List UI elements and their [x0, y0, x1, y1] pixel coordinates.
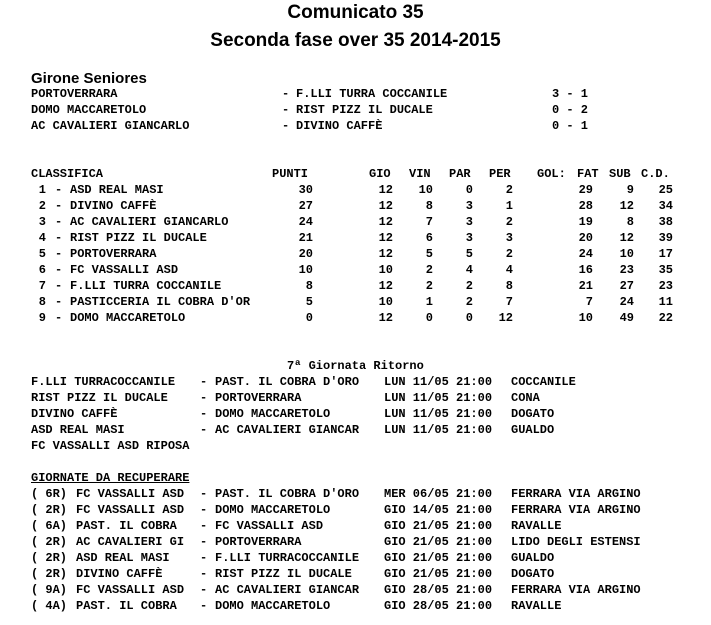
standing-cd: 23 — [658, 279, 673, 293]
fixture-away-team: AC CAVALIERI GIANCAR — [215, 423, 360, 437]
fixture-datetime: LUN 11/05 21:00 — [384, 375, 493, 389]
standing-sub: 12 — [619, 199, 634, 213]
recupero-home-team: PAST. IL COBRA — [76, 599, 177, 613]
standing-position: 7 — [38, 279, 46, 293]
standing-vin: 6 — [425, 231, 433, 245]
standing-position: 2 — [38, 199, 46, 213]
recupero-datetime: GIO 14/05 21:00 — [384, 503, 493, 517]
standing-sub: 8 — [626, 215, 634, 229]
recupero-separator: - — [200, 599, 208, 613]
standing-separator: - — [55, 199, 63, 213]
standing-punti: 8 — [305, 279, 313, 293]
standing-punti: 5 — [305, 295, 313, 309]
header-sub: SUB — [609, 167, 631, 181]
result-away-team: F.LLI TURRA COCCANILE — [296, 87, 448, 101]
header-par: PAR — [449, 167, 471, 181]
standing-separator: - — [55, 263, 63, 277]
standing-position: 3 — [38, 215, 46, 229]
recupero-venue: RAVALLE — [511, 519, 562, 533]
recupero-away-team: DOMO MACCARETOLO — [215, 503, 331, 517]
result-separator: - — [282, 119, 290, 133]
standing-fat: 29 — [578, 183, 593, 197]
standing-team: PORTOVERRARA — [70, 247, 157, 261]
fixture-separator: - — [200, 375, 208, 389]
standing-position: 8 — [38, 295, 46, 309]
recupero-away-team: RIST PIZZ IL DUCALE — [215, 567, 352, 581]
result-score: 0 - 1 — [552, 119, 589, 133]
standing-par: 3 — [465, 199, 473, 213]
recupero-datetime: GIO 28/05 21:00 — [384, 599, 493, 613]
standing-sub: 49 — [619, 311, 634, 325]
recupero-datetime: MER 06/05 21:00 — [384, 487, 493, 501]
recupero-home-team: DIVINO CAFFÈ — [76, 567, 163, 581]
recupero-away-team: PAST. IL COBRA D'ORO — [215, 487, 360, 501]
fixture-venue: CONA — [511, 391, 540, 405]
recupero-separator: - — [200, 535, 208, 549]
document-title: Comunicato 35 — [287, 2, 424, 23]
result-score: 3 - 1 — [552, 87, 589, 101]
standing-gio: 12 — [378, 183, 393, 197]
recupero-venue: FERRARA VIA ARGINO — [511, 583, 641, 597]
standing-position: 6 — [38, 263, 46, 277]
standing-vin: 8 — [425, 199, 433, 213]
recupero-separator: - — [200, 551, 208, 565]
fixture-separator: - — [200, 423, 208, 437]
recupero-home-team: PAST. IL COBRA — [76, 519, 177, 533]
standing-team: PASTICCERIA IL COBRA D'OR — [70, 295, 251, 309]
fixture-separator: - — [200, 391, 208, 405]
standing-team: RIST PIZZ IL DUCALE — [70, 231, 207, 245]
standing-vin: 7 — [425, 215, 433, 229]
standing-par: 3 — [465, 215, 473, 229]
standing-per: 1 — [505, 199, 513, 213]
header-cd: C.D. — [641, 167, 670, 181]
standing-par: 4 — [465, 263, 473, 277]
standing-par: 3 — [465, 231, 473, 245]
recupero-separator: - — [200, 503, 208, 517]
standing-vin: 2 — [425, 263, 433, 277]
fixture-home-team: F.LLI TURRACOCCANILE — [31, 375, 176, 389]
recupero-round: ( 2R) — [31, 567, 68, 581]
standing-position: 4 — [38, 231, 46, 245]
recupero-home-team: AC CAVALIERI GI — [76, 535, 185, 549]
recupero-away-team: F.LLI TURRACOCCANILE — [215, 551, 360, 565]
standing-punti: 20 — [298, 247, 313, 261]
standing-punti: 10 — [298, 263, 313, 277]
standing-separator: - — [55, 215, 63, 229]
standing-fat: 20 — [578, 231, 593, 245]
recupero-venue: GUALDO — [511, 551, 555, 565]
standing-position: 9 — [38, 311, 46, 325]
recupero-home-team: FC VASSALLI ASD — [76, 583, 185, 597]
recupero-home-team: ASD REAL MASI — [76, 551, 170, 565]
fixture-venue: GUALDO — [511, 423, 555, 437]
standing-separator: - — [55, 311, 63, 325]
standing-per: 3 — [505, 231, 513, 245]
standing-fat: 19 — [578, 215, 593, 229]
recupero-away-team: PORTOVERRARA — [215, 535, 302, 549]
standing-gio: 12 — [378, 247, 393, 261]
header-gio: GIO — [369, 167, 391, 181]
standing-vin: 1 — [425, 295, 433, 309]
recupero-round: ( 4A) — [31, 599, 68, 613]
standing-position: 5 — [38, 247, 46, 261]
riposa-line: FC VASSALLI ASD RIPOSA — [31, 439, 190, 453]
standing-gio: 12 — [378, 199, 393, 213]
standing-gio: 12 — [378, 215, 393, 229]
standing-team: FC VASSALLI ASD — [70, 263, 179, 277]
standing-separator: - — [55, 231, 63, 245]
standing-cd: 22 — [658, 311, 673, 325]
recupero-round: ( 9A) — [31, 583, 68, 597]
standing-team: AC CAVALIERI GIANCARLO — [70, 215, 229, 229]
result-score: 0 - 2 — [552, 103, 589, 117]
result-away-team: RIST PIZZ IL DUCALE — [296, 103, 433, 117]
girone-heading: Girone Seniores — [31, 70, 147, 87]
standing-sub: 24 — [619, 295, 634, 309]
standing-cd: 34 — [658, 199, 673, 213]
standing-sub: 9 — [626, 183, 634, 197]
standing-cd: 35 — [658, 263, 673, 277]
recupero-away-team: AC CAVALIERI GIANCAR — [215, 583, 360, 597]
standing-per: 4 — [505, 263, 513, 277]
standing-vin: 2 — [425, 279, 433, 293]
standing-fat: 24 — [578, 247, 593, 261]
header-per: PER — [489, 167, 511, 181]
recupero-round: ( 2R) — [31, 551, 68, 565]
result-home-team: PORTOVERRARA — [31, 87, 118, 101]
recupero-separator: - — [200, 583, 208, 597]
recupero-away-team: FC VASSALLI ASD — [215, 519, 324, 533]
standing-team: F.LLI TURRA COCCANILE — [70, 279, 222, 293]
fixture-datetime: LUN 11/05 21:00 — [384, 423, 493, 437]
standing-punti: 0 — [305, 311, 313, 325]
standing-per: 2 — [505, 183, 513, 197]
recuperi-title: GIORNATE DA RECUPERARE — [31, 471, 190, 485]
header-vin: VIN — [409, 167, 431, 181]
recupero-datetime: GIO 21/05 21:00 — [384, 535, 493, 549]
standing-separator: - — [55, 247, 63, 261]
recupero-datetime: GIO 21/05 21:00 — [384, 567, 493, 581]
recupero-datetime: GIO 21/05 21:00 — [384, 551, 493, 565]
standing-gio: 12 — [378, 279, 393, 293]
result-home-team: DOMO MACCARETOLO — [31, 103, 147, 117]
standing-sub: 27 — [619, 279, 634, 293]
fixture-datetime: LUN 11/05 21:00 — [384, 407, 493, 421]
standing-sub: 23 — [619, 263, 634, 277]
recupero-venue: FERRARA VIA ARGINO — [511, 487, 641, 501]
result-separator: - — [282, 87, 290, 101]
standing-punti: 27 — [298, 199, 313, 213]
standing-punti: 24 — [298, 215, 313, 229]
recupero-round: ( 2R) — [31, 535, 68, 549]
standing-cd: 39 — [658, 231, 673, 245]
standing-team: ASD REAL MASI — [70, 183, 164, 197]
standing-position: 1 — [38, 183, 46, 197]
recupero-separator: - — [200, 567, 208, 581]
standing-vin: 0 — [425, 311, 433, 325]
result-home-team: AC CAVALIERI GIANCARLO — [31, 119, 190, 133]
standing-sub: 10 — [619, 247, 634, 261]
standing-separator: - — [55, 279, 63, 293]
standing-vin: 5 — [425, 247, 433, 261]
standing-per: 12 — [498, 311, 513, 325]
standing-separator: - — [55, 183, 63, 197]
standing-per: 2 — [505, 215, 513, 229]
recupero-venue: LIDO DEGLI ESTENSI — [511, 535, 641, 549]
recupero-datetime: GIO 21/05 21:00 — [384, 519, 493, 533]
recupero-venue: RAVALLE — [511, 599, 562, 613]
standing-vin: 10 — [418, 183, 433, 197]
standing-fat: 10 — [578, 311, 593, 325]
standing-fat: 21 — [578, 279, 593, 293]
standing-par: 0 — [465, 311, 473, 325]
recupero-venue: FERRARA VIA ARGINO — [511, 503, 641, 517]
standing-cd: 17 — [658, 247, 673, 261]
standing-punti: 30 — [298, 183, 313, 197]
document-subtitle: Seconda fase over 35 2014-2015 — [210, 30, 501, 51]
fixture-separator: - — [200, 407, 208, 421]
header-classifica: CLASSIFICA — [31, 167, 104, 181]
standing-fat: 16 — [578, 263, 593, 277]
standing-per: 2 — [505, 247, 513, 261]
standing-gio: 12 — [378, 311, 393, 325]
standing-cd: 25 — [658, 183, 673, 197]
fixture-home-team: DIVINO CAFFÈ — [31, 407, 118, 421]
standing-gio: 10 — [378, 295, 393, 309]
standing-gio: 12 — [378, 231, 393, 245]
recupero-datetime: GIO 28/05 21:00 — [384, 583, 493, 597]
recupero-round: ( 6A) — [31, 519, 68, 533]
header-gol: GOL: — [537, 167, 566, 181]
standing-cd: 38 — [658, 215, 673, 229]
fixture-datetime: LUN 11/05 21:00 — [384, 391, 493, 405]
standing-par: 5 — [465, 247, 473, 261]
result-away-team: DIVINO CAFFÈ — [296, 119, 383, 133]
fixture-away-team: PAST. IL COBRA D'ORO — [215, 375, 360, 389]
fixture-away-team: DOMO MACCARETOLO — [215, 407, 331, 421]
standing-punti: 21 — [298, 231, 313, 245]
standing-fat: 28 — [578, 199, 593, 213]
recupero-separator: - — [200, 519, 208, 533]
next-round-title: 7ª Giornata Ritorno — [287, 359, 424, 373]
fixture-venue: DOGATO — [511, 407, 555, 421]
standing-par: 2 — [465, 279, 473, 293]
fixture-home-team: RIST PIZZ IL DUCALE — [31, 391, 168, 405]
standing-par: 2 — [465, 295, 473, 309]
standing-cd: 11 — [658, 295, 673, 309]
standing-team: DOMO MACCARETOLO — [70, 311, 186, 325]
standing-per: 8 — [505, 279, 513, 293]
standing-fat: 7 — [585, 295, 593, 309]
fixture-venue: COCCANILE — [511, 375, 576, 389]
recupero-separator: - — [200, 487, 208, 501]
recupero-round: ( 2R) — [31, 503, 68, 517]
standing-sub: 12 — [619, 231, 634, 245]
standing-separator: - — [55, 295, 63, 309]
header-punti: PUNTI — [272, 167, 309, 181]
recupero-home-team: FC VASSALLI ASD — [76, 487, 185, 501]
standing-par: 0 — [465, 183, 473, 197]
fixture-away-team: PORTOVERRARA — [215, 391, 302, 405]
standing-per: 7 — [505, 295, 513, 309]
standing-gio: 10 — [378, 263, 393, 277]
recupero-away-team: DOMO MACCARETOLO — [215, 599, 331, 613]
header-fat: FAT — [577, 167, 599, 181]
fixture-home-team: ASD REAL MASI — [31, 423, 125, 437]
standing-team: DIVINO CAFFÈ — [70, 199, 157, 213]
result-separator: - — [282, 103, 290, 117]
recupero-home-team: FC VASSALLI ASD — [76, 503, 185, 517]
recupero-round: ( 6R) — [31, 487, 68, 501]
recupero-venue: DOGATO — [511, 567, 555, 581]
